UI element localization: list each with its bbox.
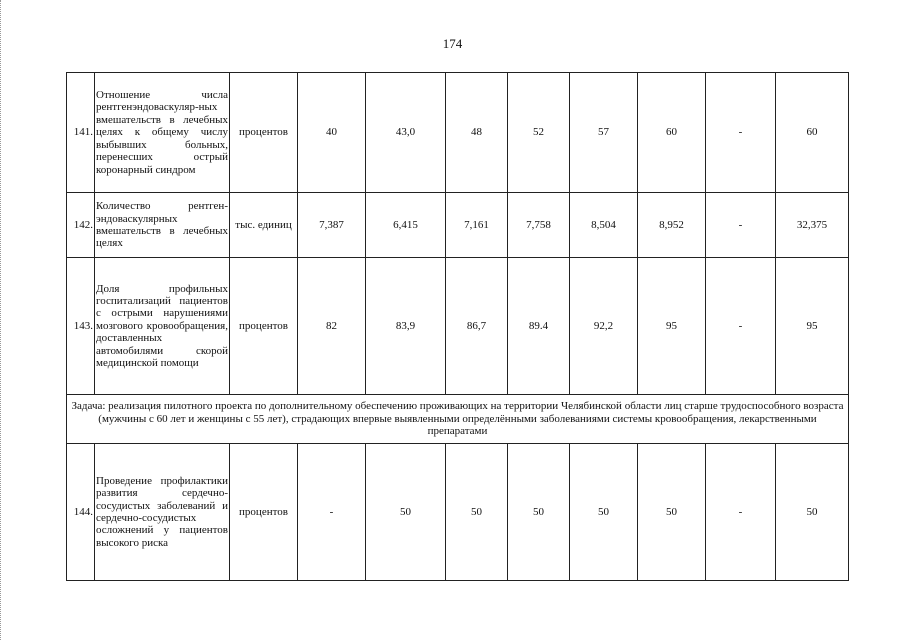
row-number: 142. (67, 193, 95, 258)
page-left-edge (0, 0, 4, 640)
value-cell: - (706, 258, 776, 395)
value-cell: 6,415 (366, 193, 446, 258)
value-cell: 60 (776, 73, 849, 193)
value-cell: 50 (446, 444, 508, 581)
value-cell: 50 (776, 444, 849, 581)
value-cell: 7,387 (298, 193, 366, 258)
value-cell: 95 (776, 258, 849, 395)
value-cell: 40 (298, 73, 366, 193)
indicator-name: Отношение числа рентгенэндоваскуляр-ных вмешательств в лечебных целях к общему числу выбывших больных, перенесших острый коронарный синдром (95, 73, 230, 193)
value-cell: 8,504 (570, 193, 638, 258)
indicator-name: Доля профильных госпитализаций пациентов с острыми нарушениями мозгового кровообращения, доставленных автомобилями скорой медицинской помощи (95, 258, 230, 395)
value-cell: 50 (366, 444, 446, 581)
task-text: Задача: реализация пилотного проекта по дополнительному обеспечению проживающих на территории Челябинской области лиц старше трудоспособного возраста (мужчины с 60 лет и женщины с 55 лет), страдающих впервые выявленными определёнными заболеваниями системы кровообращения, лекарственными препаратами (67, 395, 849, 444)
row-number: 144. (67, 444, 95, 581)
value-cell: 86,7 (446, 258, 508, 395)
unit-cell: процентов (230, 444, 298, 581)
indicator-name: Проведение профилактики развития сердечно-сосудистых заболеваний и сердечно-сосудистых осложнений у пациентов высокого риска (95, 444, 230, 581)
unit-cell: процентов (230, 258, 298, 395)
value-cell: 83,9 (366, 258, 446, 395)
value-cell: - (706, 73, 776, 193)
value-cell: 50 (638, 444, 706, 581)
unit-cell: тыс. единиц (230, 193, 298, 258)
value-cell: 50 (508, 444, 570, 581)
value-cell: 52 (508, 73, 570, 193)
table-row-141 (67, 73, 849, 193)
row-number: 141. (67, 73, 95, 193)
value-cell: 43,0 (366, 73, 446, 193)
page-number: 174 (442, 36, 463, 51)
value-cell: 57 (570, 73, 638, 193)
value-cell: 82 (298, 258, 366, 395)
value-cell: - (706, 193, 776, 258)
value-cell: 48 (446, 73, 508, 193)
value-cell: 7,161 (446, 193, 508, 258)
row-number: 143. (67, 258, 95, 395)
unit-cell: процентов (230, 73, 298, 193)
table-row-142 (67, 193, 849, 258)
indicator-name: Количество рентген-эндоваскулярных вмешательств в лечебных целях (95, 193, 230, 258)
value-cell: 32,375 (776, 193, 849, 258)
indicators-table (66, 72, 849, 581)
value-cell: - (706, 444, 776, 581)
table-row-143 (67, 258, 849, 395)
value-cell: 89.4 (508, 258, 570, 395)
value-cell: 8,952 (638, 193, 706, 258)
value-cell: 50 (570, 444, 638, 581)
value-cell: 7,758 (508, 193, 570, 258)
value-cell: - (298, 444, 366, 581)
value-cell: 60 (638, 73, 706, 193)
table-row-144 (67, 444, 849, 581)
value-cell: 92,2 (570, 258, 638, 395)
value-cell: 95 (638, 258, 706, 395)
task-row (67, 395, 849, 444)
